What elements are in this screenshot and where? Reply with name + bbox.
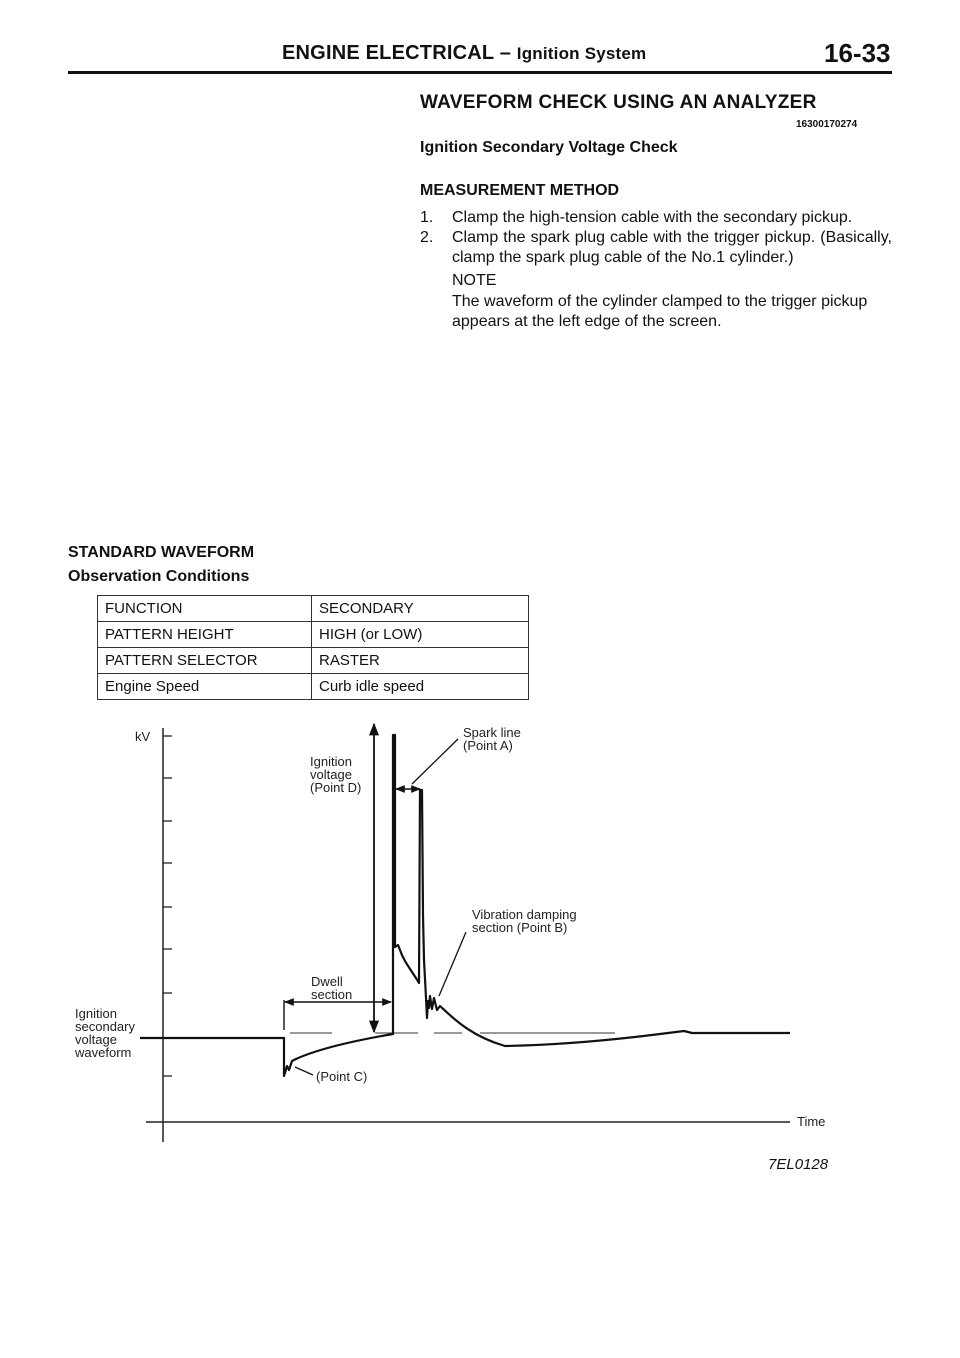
table-cell: HIGH (or LOW) bbox=[312, 622, 529, 648]
label-line: secondary bbox=[75, 1019, 135, 1034]
label-line: voltage bbox=[310, 767, 352, 782]
label-line: (Point D) bbox=[310, 780, 362, 795]
waveform-trace bbox=[140, 735, 790, 1076]
label-line: Ignition bbox=[310, 754, 352, 769]
step-number: 2. bbox=[420, 229, 434, 246]
table-row bbox=[98, 622, 529, 648]
figure-code: 7EL0128 bbox=[768, 1156, 829, 1173]
table-cell: PATTERN SELECTOR bbox=[98, 648, 312, 674]
standard-waveform-title: STANDARD WAVEFORM bbox=[68, 544, 255, 561]
header-section-name: ENGINE ELECTRICAL bbox=[282, 42, 494, 64]
note-text: The waveform of the cylinder clamped to the trigger pickup appears at the left edge of the screen. bbox=[452, 293, 868, 330]
dwell-section-label bbox=[311, 974, 352, 1002]
table-row bbox=[98, 596, 529, 622]
vibration-damping-label bbox=[472, 907, 577, 935]
step-text: Clamp the spark plug cable with the trigger pickup. (Basically, clamp the spark plug cable of the No.1 cylinder.) bbox=[452, 229, 892, 266]
point-c-leader bbox=[295, 1067, 313, 1075]
step-text: Clamp the high-tension cable with the secondary pickup. bbox=[452, 209, 853, 226]
label-line: Ignition bbox=[75, 1006, 117, 1021]
section-title: WAVEFORM CHECK USING AN ANALYZER bbox=[420, 92, 817, 113]
table-row bbox=[98, 674, 529, 700]
step-1 bbox=[420, 208, 892, 228]
left-waveform-label bbox=[74, 1006, 135, 1060]
page-number: 16-33 bbox=[824, 38, 891, 68]
label-line: Vibration damping bbox=[472, 907, 577, 922]
document-code: 16300170274 bbox=[796, 119, 858, 130]
table-row bbox=[98, 648, 529, 674]
label-line: (Point A) bbox=[463, 738, 513, 753]
header-subsection-name: Ignition System bbox=[516, 44, 647, 63]
table-cell: SECONDARY bbox=[312, 596, 529, 622]
note-label: NOTE bbox=[452, 272, 497, 289]
subheading: Ignition Secondary Voltage Check bbox=[420, 139, 678, 156]
y-axis-label: kV bbox=[135, 729, 151, 744]
spark-line-label bbox=[463, 725, 521, 753]
step-number: 1. bbox=[420, 209, 434, 226]
label-line: Dwell bbox=[311, 974, 343, 989]
label-line: Spark line bbox=[463, 725, 521, 740]
table-cell: RASTER bbox=[312, 648, 529, 674]
spark-line-leader bbox=[412, 739, 458, 784]
label-line: section (Point B) bbox=[472, 920, 568, 935]
step-2 bbox=[420, 228, 892, 268]
label-line: waveform bbox=[75, 1045, 132, 1060]
header-dash: – bbox=[499, 42, 512, 64]
observation-conditions-title: Observation Conditions bbox=[68, 568, 250, 585]
waveform-figure bbox=[0, 700, 960, 1200]
point-c-label: (Point C) bbox=[316, 1069, 368, 1084]
label-line: voltage bbox=[75, 1032, 117, 1047]
method-title: MEASUREMENT METHOD bbox=[420, 182, 620, 199]
table-cell: Engine Speed bbox=[98, 674, 312, 700]
header-rule bbox=[68, 71, 892, 74]
header-title bbox=[282, 42, 646, 65]
table-cell: FUNCTION bbox=[98, 596, 312, 622]
table-cell: Curb idle speed bbox=[312, 674, 529, 700]
x-axis-label: Time bbox=[797, 1114, 826, 1129]
conditions-table bbox=[97, 595, 529, 700]
vibration-leader bbox=[439, 932, 466, 996]
table-cell: PATTERN HEIGHT bbox=[98, 622, 312, 648]
label-line: section bbox=[311, 987, 353, 1002]
y-axis-ticks bbox=[163, 736, 172, 1076]
ignition-voltage-label bbox=[310, 754, 361, 795]
